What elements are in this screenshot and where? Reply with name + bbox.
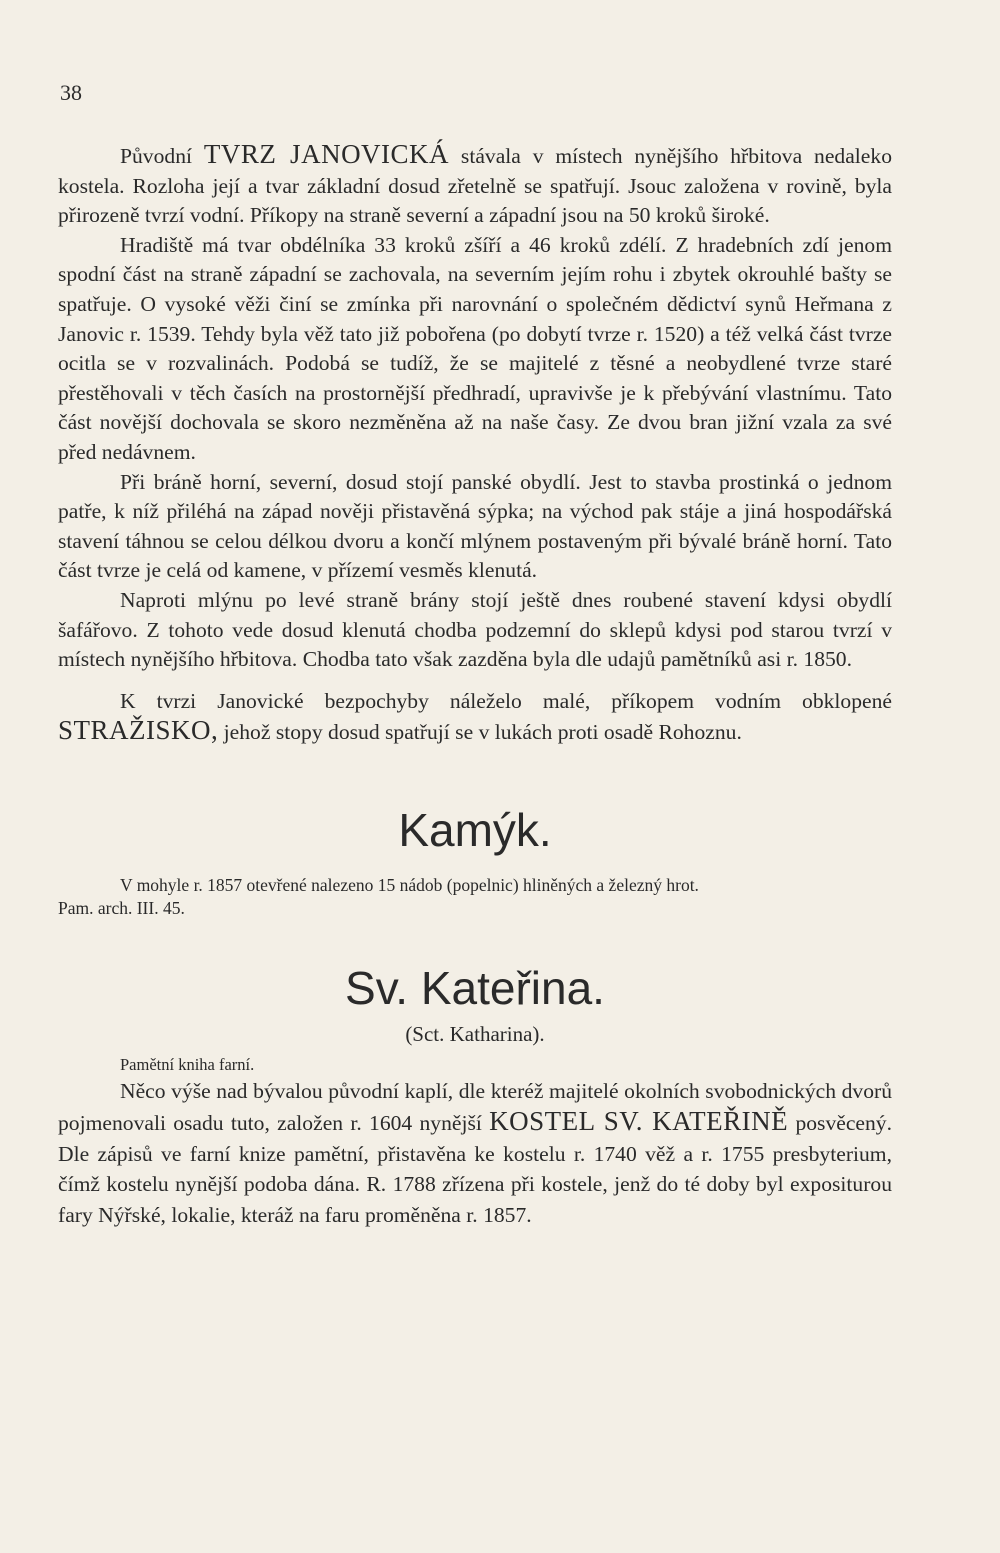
paragraph-tvrz: [58, 140, 892, 231]
heading-kamyk: Kamýk.: [398, 803, 552, 856]
paragraph-strazisko: [58, 687, 892, 748]
paragraph-strazisko-lead: K tvrzi Janovické bezpochyby náleželo malé, příkopem vodním obklopené: [120, 688, 892, 713]
strazisko-caps: STRAŽISKO,: [58, 715, 219, 746]
paragraph-mlyn: Naproti mlýnu po levé straně brány stojí ještě dnes roubené stavení kdysi obydlí šafářovo. Z tohoto vede dosud klenutá chodba podzemní do sklepů kdysi pod starou tvrzí v místech nynějšího hřbitova. Chodba tato však zazděna byla dle udajů pamětníků asi r. 1850.: [58, 587, 892, 672]
kamyk-note-line1: V mohyle r. 1857 otevřené nalezeno 15 nádob (popelnic) hliněných a železný hrot.: [120, 874, 699, 895]
paragraph-katerina-lead: Něco výše nad bývalou původní kaplí, dle kteréž majitelé okolních svobodnických dvorů pojmenovali osadu tuto, založen r. 1604 nynější: [58, 1078, 892, 1136]
page-number: 38: [60, 80, 82, 105]
kamyk-note: [58, 874, 892, 920]
paragraph-brana: Při bráně horní, severní, dosud stojí panské obydlí. Jest to stavba prostinká o jednom patře, k níž přiléhá na západ nověji přistavěná sýpka; na východ pak stáje a jiná hospodářská stavení táhnou se celou délkou dvoru a končí mlýnem postaveným při bývalé bráně horní. Tato část tvrze je celá od kamene, v přízemí vesměs klenutá.: [58, 469, 892, 583]
paragraph-hradiste: Hradiště má tvar obdélníka 33 kroků zšíří a 46 kroků zdélí. Z hradebních zdí jenom spodní část na straně západní se zachovala, na severním jejím rohu i zbytek okrouhlé bašty se spatřuje. O vysoké věži činí se zmínka při narovnání o společném dědictví synů Heřmana z Janovic r. 1539. Tehdy byla věž tato již pobořena (po dobytí tvrze r. 1520) a též velká část tvrze ocitla se v rozvalinách. Podobá se tudíž, že se majitelé z těsné a neobydlené tvrze staré přestěhovali v těch časích na prostornější předhradí, upravivše je k přebývání vlastnímu. Tato část novější dochovala se skoro nezměněna až na naše časy. Ze dvou bran jižní vzala za své před nedávnem.: [58, 232, 892, 464]
paragraph-katerina-text: posvěcený. Dle zápisů ve farní knize pamětní, přistavěna ke kostelu r. 1740 věž a r. 1755 presbyterium, čímž kostelu nynější podoba dána. R. 1788 zřízena při kostele, jenž do té doby byl expositurou fary Nýřské, lokalie, kteráž na faru proměněna r. 1857.: [58, 1111, 892, 1227]
paragraph-tvrz-lead: Původní: [120, 144, 192, 168]
kostel-caps: KOSTEL SV. KATEŘINĚ: [489, 1106, 789, 1137]
page-body: [58, 140, 892, 1230]
tvrz-janovicka-caps: TVRZ JANOVICKÁ: [203, 139, 450, 169]
katerina-source: Pamětní kniha farní.: [120, 1054, 255, 1074]
heading-sv-katerina: Sv. Kateřina.: [345, 961, 605, 1014]
paragraph-katerina: [58, 1076, 892, 1230]
paragraph-strazisko-text: jehož stopy dosud spatřují se v lukách proti osadě Rohoznu.: [223, 720, 742, 745]
kamyk-note-line2: Pam. arch. III. 45.: [58, 897, 185, 918]
katerina-subtitle: (Sct. Katharina).: [405, 1021, 545, 1046]
paragraph-tvrz-text: stávala v místech nynějšího hřbitova nedaleko kostela. Rozloha její a tvar základní dosud zřetelně se spatřují. Jsouc založena v rovině, byla přirozeně tvrzí vodní. Příkopy na straně severní a západní jsou na 50 kroků široké.: [58, 144, 892, 228]
